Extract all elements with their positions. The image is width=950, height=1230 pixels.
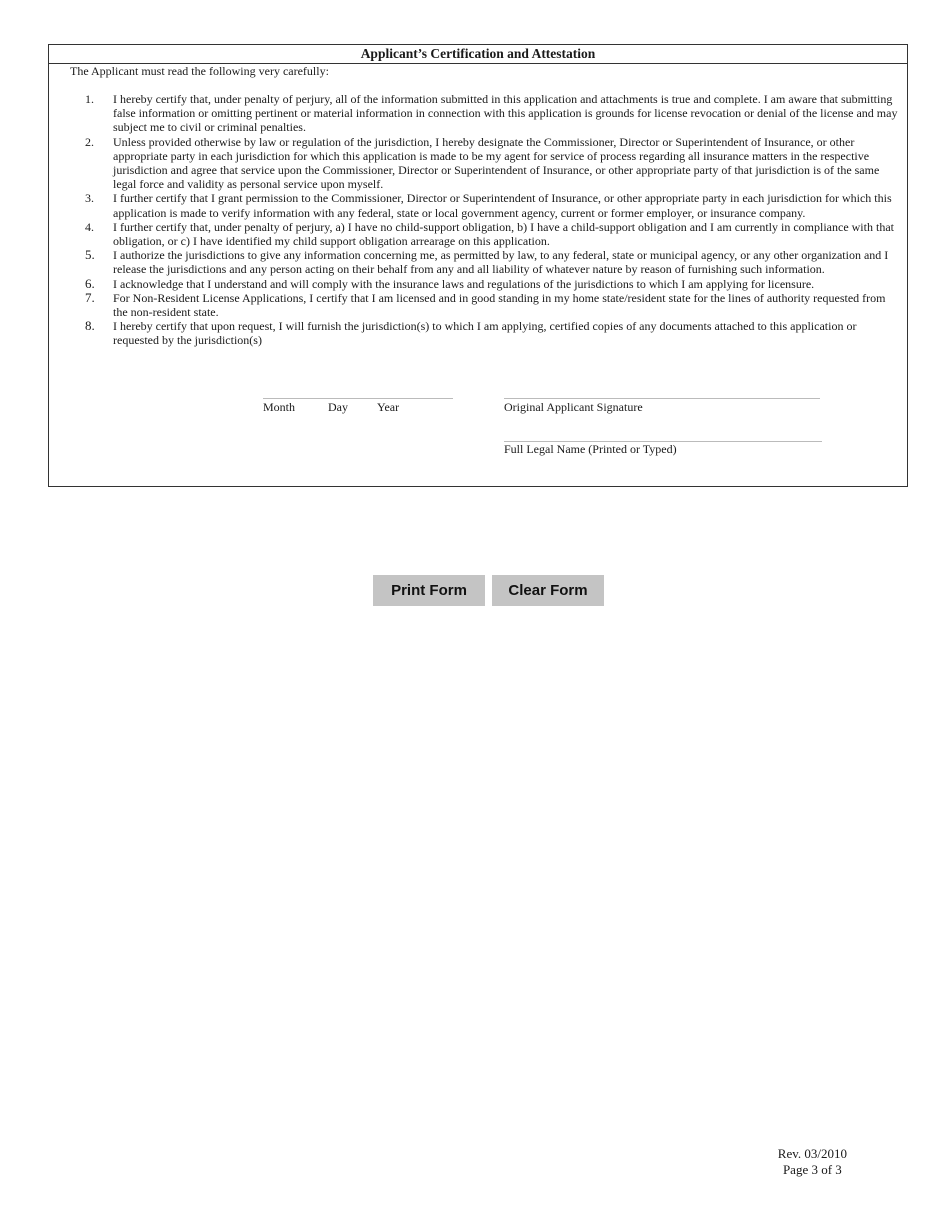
item-text: I authorize the jurisdictions to give any information concerning me, as permitted by law, to any federal, state or municipal agency, or any other organization and I release the jurisdictions and any person acting on their behalf from any and all liability of whatever nature by reason of furnishing such information. [113, 248, 889, 277]
list-item [49, 191, 907, 219]
certification-section [48, 44, 908, 487]
list-item [49, 248, 907, 276]
item-text: Unless provided otherwise by law or regulation of the jurisdiction, I hereby designate the Commissioner, Director or Superintendent of Insurance, or other appropriate party in each jurisdiction for which this application is made to be my agent for service of process regarding all insurance matters in the respective jurisdiction and agree that service upon the Commissioner, Director or Superintendent of Insurance, or other appropriate party of that jurisdiction is of the same legal force and validity as personal service upon myself. [113, 134, 880, 192]
certification-list [49, 92, 907, 348]
list-item [49, 319, 907, 347]
item-number: 2. [85, 134, 94, 149]
item-number: 5. [85, 247, 95, 263]
page-number: Page 3 of 3 [782, 1162, 842, 1177]
item-number: 1. [85, 92, 94, 106]
section-intro: The Applicant must read the following very carefully: [70, 64, 329, 78]
item-text: I hereby certify that upon request, I will furnish the jurisdiction(s) to which I am applying, certified copies of any documents attached to this application or requested by the jurisdiction(s) [113, 319, 857, 348]
print-form-button[interactable]: Print Form [373, 575, 485, 606]
full-name-label: Full Legal Name (Printed or Typed) [504, 442, 677, 456]
item-text: I further certify that I grant permission to the Commissioner, Director or Superintendent of Insurance, or other appropriate party in each jurisdiction for which this application is made to verify information with any federal, state or local government agency, current or former employer, or insurance company. [113, 191, 892, 220]
day-label: Day [328, 400, 348, 414]
list-item [49, 277, 907, 291]
signature-label: Original Applicant Signature [504, 400, 643, 414]
page-footer [778, 1146, 847, 1178]
list-item [49, 135, 907, 192]
item-text: I acknowledge that I understand and will comply with the insurance laws and regulations of the jurisdictions to which I am applying for licensure. [113, 276, 815, 291]
date-line[interactable] [263, 398, 453, 399]
item-number: 8. [85, 318, 95, 334]
clear-form-button[interactable]: Clear Form [492, 575, 604, 606]
list-item [49, 220, 907, 248]
item-text: For Non-Resident License Applications, I certify that I am licensed and in good standing in my home state/resident state for the lines of authority requested from the non-resident state. [113, 290, 886, 320]
list-item [49, 92, 907, 135]
section-title: Applicant’s Certification and Attestation [49, 45, 907, 64]
year-label: Year [377, 400, 400, 414]
signature-line[interactable] [504, 398, 820, 399]
item-number: 3. [85, 191, 94, 206]
list-item [49, 291, 907, 319]
item-number: 6. [85, 275, 95, 291]
item-text: I hereby certify that, under penalty of perjury, all of the information submitted in this application and attachments is true and complete. I am aware that submitting false information or omitting pertinent or material information in connection with this application is grounds for license revocation or denial of the license and may subject me to civil or criminal penalties. [113, 92, 898, 135]
month-label: Month [263, 400, 296, 414]
revision-label: Rev. 03/2010 [777, 1146, 847, 1161]
item-text: I further certify that, under penalty of perjury, a) I have no child-support obligation, b) I have a child-support obligation and I am currently in compliance with that obligation, or c) I have identified my child support obligation arrearage on this application. [113, 219, 894, 249]
item-number: 4. [85, 219, 94, 234]
item-number: 7. [85, 289, 95, 305]
